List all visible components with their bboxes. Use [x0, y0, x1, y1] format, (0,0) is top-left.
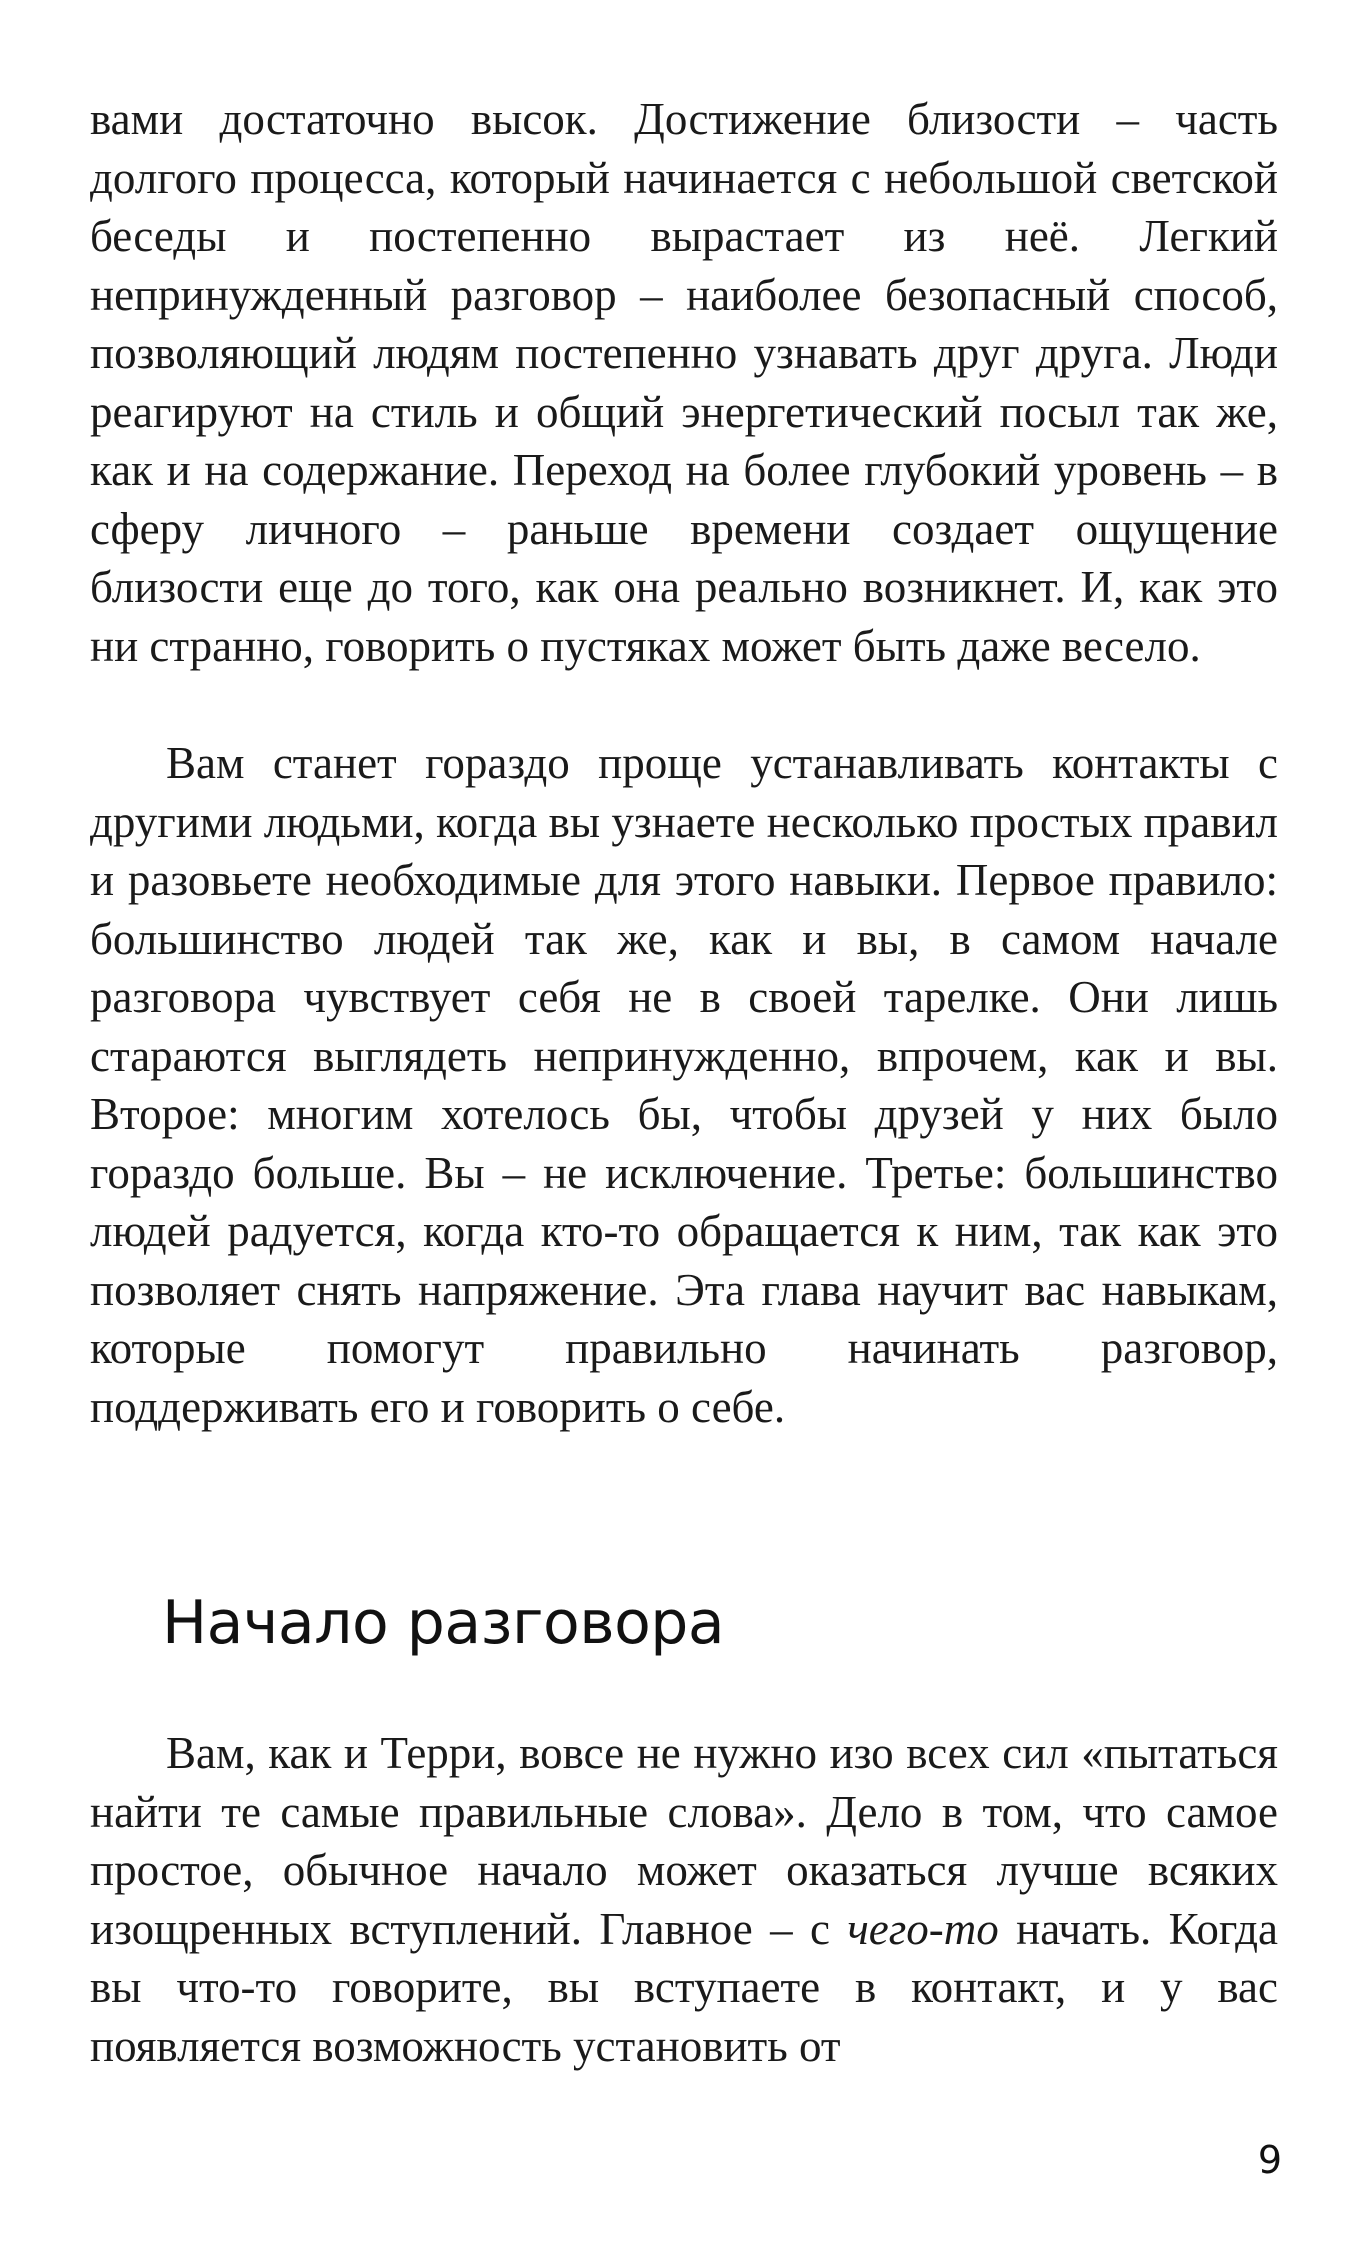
page-number: 9 — [1257, 2138, 1282, 2182]
paragraph-starting-conversation — [90, 1724, 1278, 2075]
section-heading: Начало разговора — [162, 1588, 725, 1658]
paragraph-intro-continuation: вами достаточно высок. Достижение близости – часть долгого процесса, который начинается с небольшой светской беседы и постепенно вырастает из неё. Легкий непринужденный разговор – наиболее безопасный способ, позволяющий людям постепенно узнавать друг друга. Люди реагируют на стиль и общий энергетический посыл так же, как и на содержание. Переход на более глубокий уровень – в сферу личного – раньше времени создает ощущение близости еще до того, как она реально возникнет. И, как это ни странно, говорить о пустяках может быть даже весело. — [90, 94, 1278, 671]
paragraph-text-after-emphasis: начать. Когда вы что-то говорите, вы вступаете в контакт, и у вас появляется возможность установить от — [90, 1903, 1278, 2071]
paragraph-rules: Вам станет гораздо проще устанавливать контакты с другими людьми, когда вы узнаете несколько простых правил и разовьете необходимые для этого навыки. Первое правило: большинство людей так же, как и вы, в самом начале разговора чувствует себя не в своей тарелке. Они лишь стараются выглядеть непринужденно, впрочем, как и вы. Второе: многим хотелось бы, чтобы друзей у них было гораздо больше. Вы – не исключение. Третье: большинство людей радуется, когда кто-то обращается к ним, так как это позволяет снять напряжение. Эта глава научит вас навыкам, которые помогут правильно начинать разговор, поддерживать его и говорить о себе. — [90, 738, 1278, 1432]
body-text-block — [90, 734, 1278, 1436]
paragraph-text-before-emphasis: Вам, как и Терри, вовсе не нужно изо всех сил «пытаться найти те самые правильные слова». Дело в том, что самое простое, обычное начало может оказаться лучше всяких изощренных вступлений. Главное – с — [90, 1728, 1278, 1954]
emphasized-text: чего-то — [847, 1903, 999, 1954]
body-text-block — [90, 90, 1278, 675]
body-text-block — [90, 1724, 1278, 2075]
